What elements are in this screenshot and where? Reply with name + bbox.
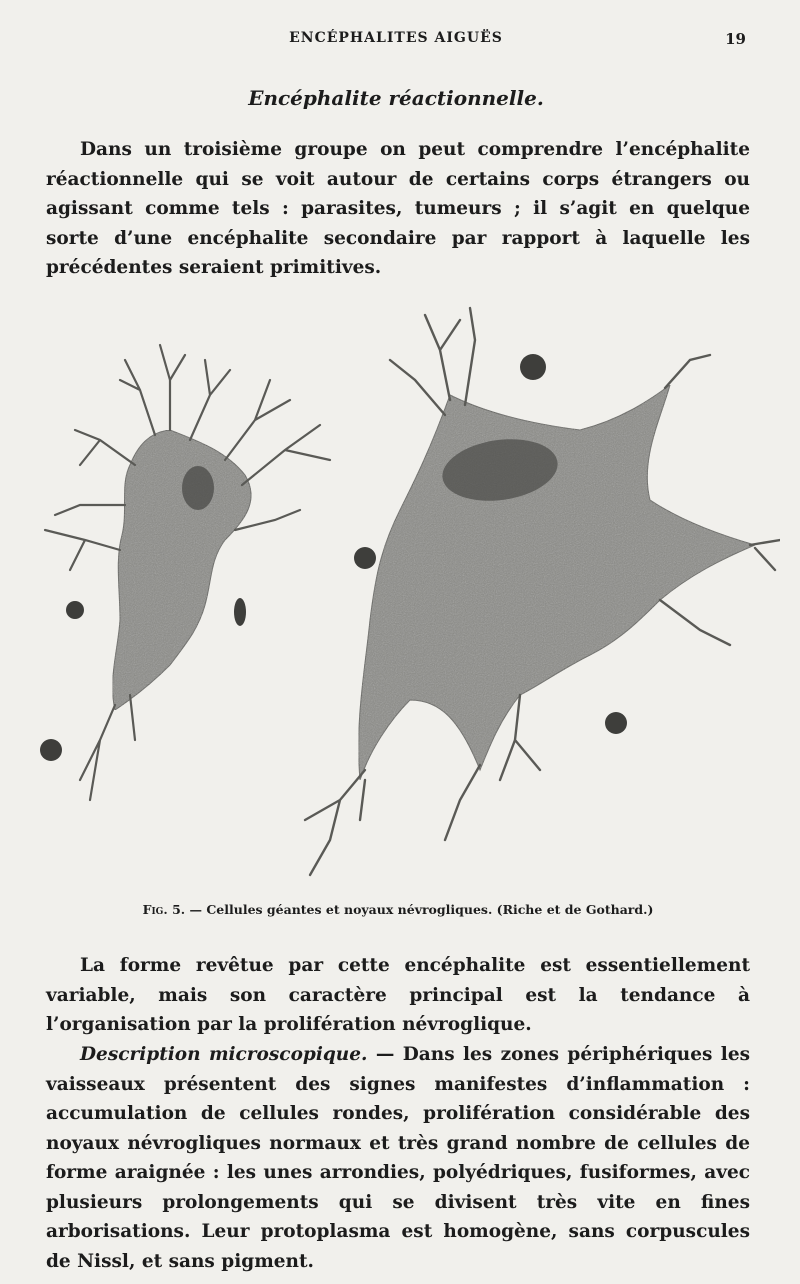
left-cell-nucleus [182, 466, 214, 510]
description-run-in-heading: Description microscopique. [80, 1044, 368, 1065]
left-giant-cell [113, 430, 252, 710]
glia-nucleus [66, 601, 84, 619]
figure-illustration [20, 300, 780, 890]
description-paragraph [46, 1040, 750, 1276]
glia-nucleus [234, 598, 246, 626]
giant-cells-drawing [20, 300, 780, 890]
section-heading: Encéphalite réactionnelle. [248, 86, 544, 110]
glia-nucleus [40, 739, 62, 761]
description-body: — Dans les zones périphériques les vaisseaux présentent des signes manifestes d’inflammation : accumulation de cellules rondes, prolifération considérable des noyaux névrogliques normaux et très grand nombre de cellules de forme araignée : les unes arrondies, polyédriques, fusiformes, avec plusieurs prolongements qui se divisent très vite en fines arborisations. Leur protoplasma est homogène, sans corpuscules de Nissl, et sans pigment. [46, 1044, 750, 1272]
page-number: 19 [725, 30, 746, 48]
form-paragraph: La forme revêtue par cette encéphalite est essentiellement variable, mais son caractère principal est la tendance à l’organisation par la prolifération névroglique. [46, 955, 750, 1035]
figure-label: Fig. 5. [142, 902, 186, 917]
right-giant-cell [359, 385, 755, 780]
glia-nucleus [605, 712, 627, 734]
glia-nucleus [520, 354, 546, 380]
intro-paragraph: Dans un troisième groupe on peut comprendre l’encéphalite réactionnelle qui se voit autour de certains corps étrangers ou agissant comme tels : parasites, tumeurs ; il s’agit en quelque sorte d’une encéphalite secondaire par rapport à laquelle les précédentes seraient primitives. [46, 139, 750, 278]
figure-caption [46, 902, 750, 917]
running-head [46, 30, 746, 52]
figure-caption-text: — Cellules géantes et noyaux névrogliques. (Riche et de Gothard.) [185, 902, 654, 917]
running-title: ENCÉPHALITES AIGUËS [289, 30, 503, 46]
glia-nucleus [354, 547, 376, 569]
